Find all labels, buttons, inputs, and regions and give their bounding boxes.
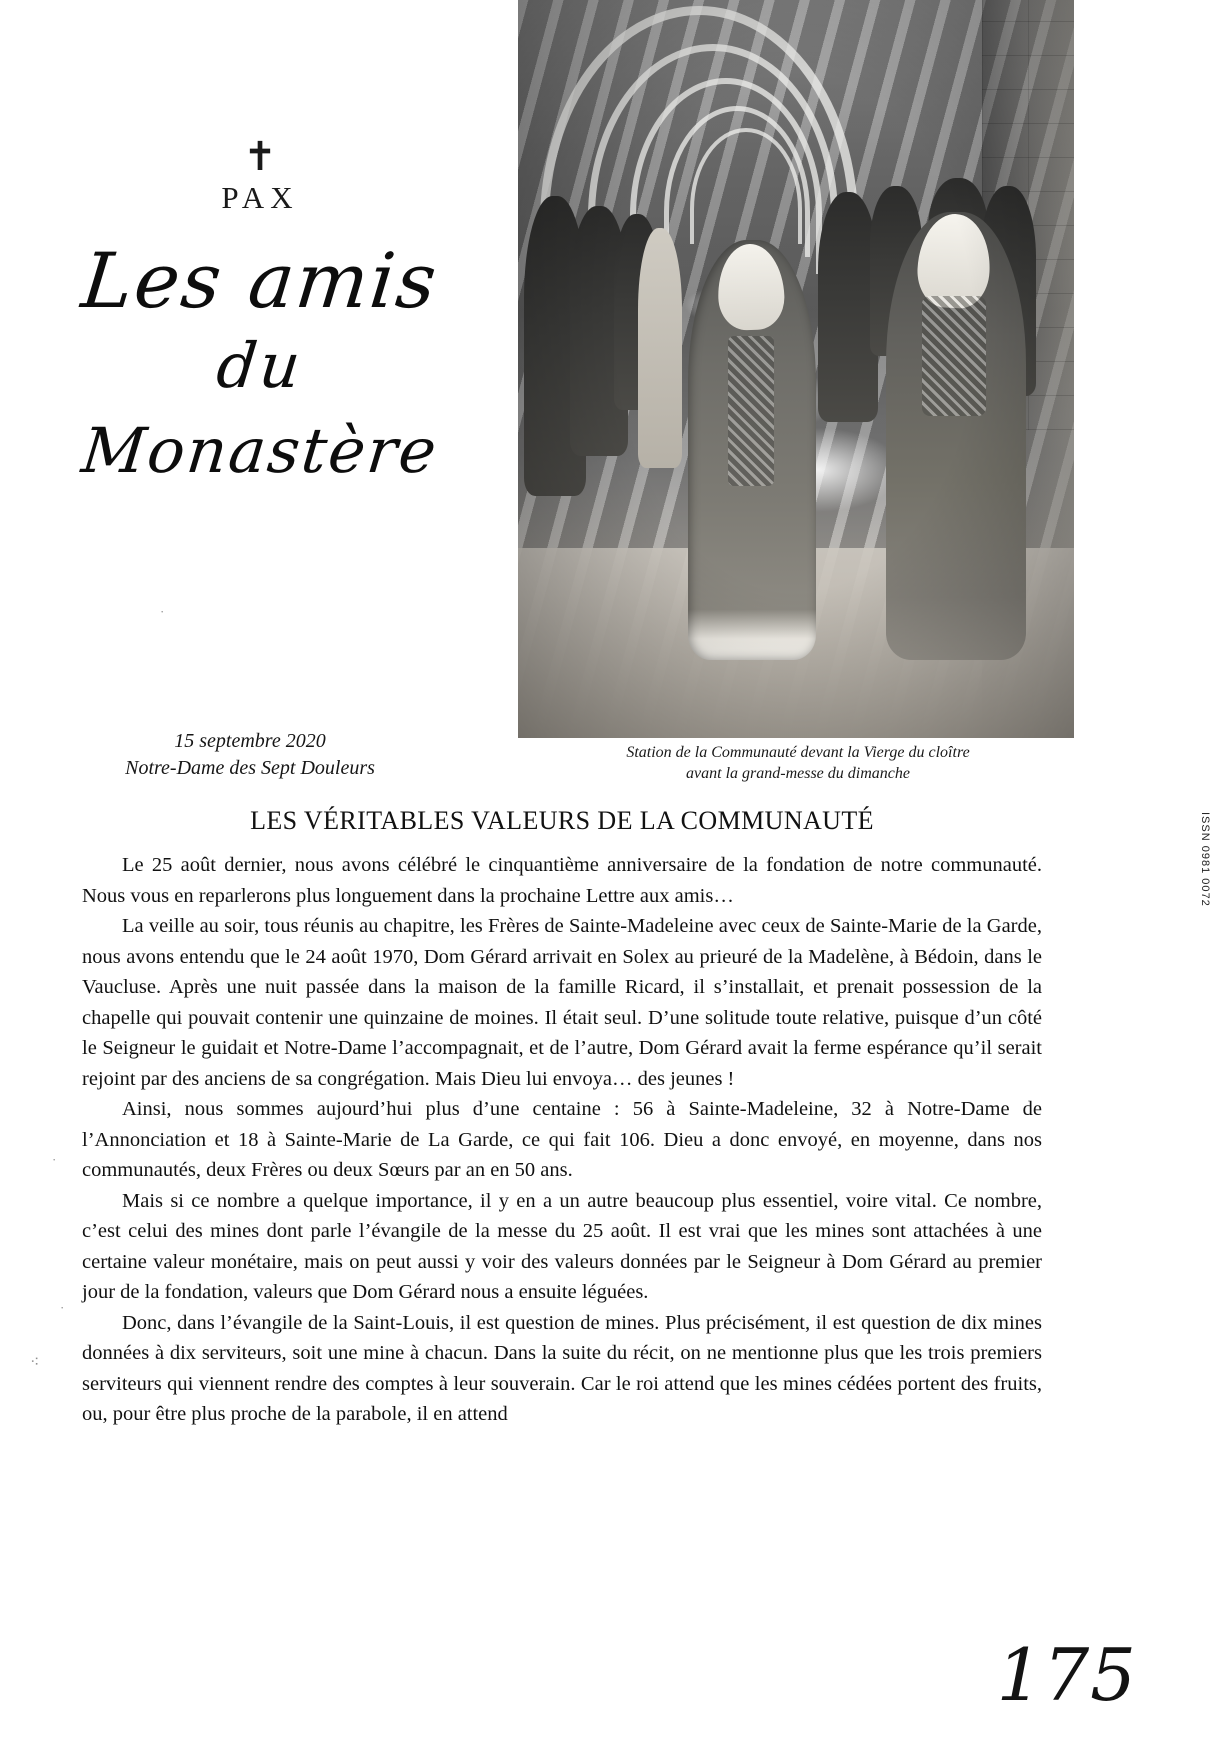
title-line-1: Les amis: [77, 236, 443, 325]
page-speck: ·: [52, 1152, 57, 1167]
page-speck: ·: [160, 604, 165, 619]
article-paragraph: La veille au soir, tous réunis au chapitre, les Frères de Sainte-Madeleine avec ceux de Sainte-Marie de la Garde, nous avons entendu que le 24 août 1970, Dom Gérard arrivait en Solex au prieuré de la Madelène, à Bédoin, dans le Vaucluse. Après une nuit passée dans la maison de la famille Ricard, il s’installait, et prenait possession de la chapelle qui pouvait contenir une quinzaine de moines. Il était seul. D’une solitude toute relative, puisque d’un côté le Seigneur le guidait et Notre-Dame l’accompagnait, et de l’autre, Dom Gérard avait la ferme espérance qu’il serait rejoint par des anciens de sa congrégation. Mais Dieu lui envoya… des jeunes !: [82, 915, 1042, 1090]
issue-info: [0, 728, 500, 782]
photo-caption-line-1: Station de la Communauté devant la Vierge du cloître: [626, 744, 970, 761]
article-body: [82, 806, 1042, 1430]
photo-vignette: [518, 0, 1074, 738]
article-title: LES VÉRITABLES VALEURS DE LA COMMUNAUTÉ: [250, 806, 874, 835]
pax-emblem: [0, 134, 520, 216]
article-paragraph: Le 25 août dernier, nous avons célébré le cinquantième anniversaire de la fondation de notre communauté. Nous vous en reparlerons plus longuement dans la prochaine Lettre aux amis…: [82, 854, 1042, 907]
cover-photograph: [518, 0, 1074, 738]
title-line-2: du: [213, 329, 307, 402]
photo-caption: [518, 742, 1078, 784]
issue-date: 15 septembre 2020: [174, 730, 326, 752]
photo-caption-line-2: avant la grand-messe du dimanche: [686, 765, 910, 782]
article-paragraph: Donc, dans l’évangile de la Saint-Louis, il est question de mines. Plus précisément, il est question de dix mines données à dix serviteurs, soit une mine à chacun. Dans la suite du récit, on ne mentionne plus que les trois premiers serviteurs qui viennent rendre des comptes à leur souverain. Car le roi attend que les mines cédées portent des fruits, ou, pour être plus proche de la parabole, il en attend: [82, 1311, 1042, 1425]
page-speck: ⁖: [30, 1354, 40, 1371]
photo-scene: [518, 0, 1074, 738]
page-number: 175: [996, 1633, 1137, 1717]
cross-icon: ✝: [243, 134, 277, 179]
page-speck: ·: [60, 1300, 65, 1315]
issue-feast: Notre-Dame des Sept Douleurs: [125, 757, 375, 779]
article-paragraph: Ainsi, nous sommes aujourd’hui plus d’une centaine : 56 à Sainte-Madeleine, 32 à Notre-Dame de l’Annonciation et 18 à Sainte-Marie de La Garde, ce qui fait 106. Dieu a donc envoyé, en moyenne, dans nos communautés, deux Frères ou deux Sœurs par an en 50 ans.: [82, 1098, 1042, 1181]
issn-label: ISSN 0981 0072: [1199, 812, 1211, 907]
pax-label: PAX: [221, 180, 299, 215]
article-paragraph: Mais si ce nombre a quelque importance, il y en a un autre beaucoup plus essentiel, voire vital. Ce nombre, c’est celui des mines dont parle l’évangile de la messe du 25 août. Il est vrai que les mines sont attachées à une certaine valeur monétaire, mais on peut aussi y voir des valeurs données par le Seigneur à Dom Gérard au premier jour de la fondation, valeurs que Dom Gérard nous a ensuite léguées.: [82, 1189, 1042, 1303]
publication-title: [0, 238, 520, 494]
masthead: [0, 0, 520, 800]
title-line-3: Monastère: [78, 414, 442, 487]
